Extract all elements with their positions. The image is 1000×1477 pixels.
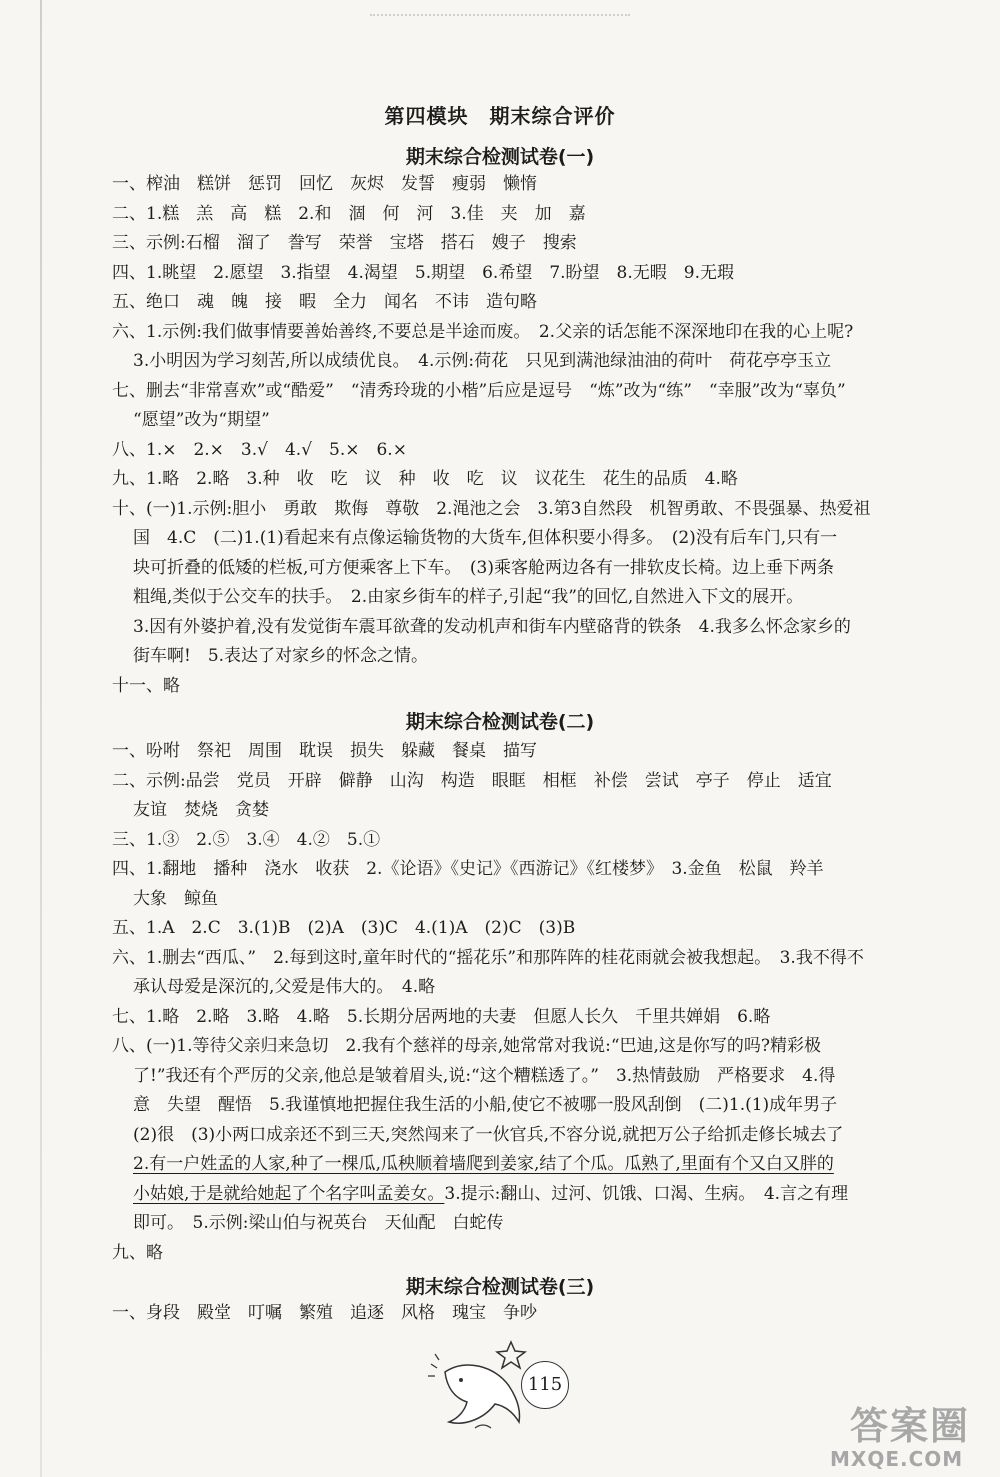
top-scan-mark <box>370 14 630 24</box>
answer-line: 四、1.翻地 播种 浇水 收获 2.《论语》《史记》《西游记》《红楼梦》 3.金鱼 松鼠 羚羊 <box>112 859 824 879</box>
answer-line: 3.因有外婆护着,没有发觉街车震耳欲聋的发动机声和街车内壁硌背的铁条 4.我多么怀念家乡的 <box>133 616 851 637</box>
answer-line: 九、略 <box>112 1242 163 1263</box>
answer-line: 三、示例:石榴 溜了 誊写 荣誉 宝塔 搭石 嫂子 搜索 <box>112 233 577 253</box>
answer-line: 二、示例:品尝 党员 开辟 僻静 山沟 构造 眼眶 相框 补偿 尝试 亭子 停止 适宜 <box>112 770 832 791</box>
answer-line-underlined: 2.有一户姓孟的人家,种了一棵瓜,瓜秧顺着墙爬到姜家,结了个瓜。瓜熟了,里面有个又白又胖的 <box>133 1154 834 1174</box>
answer-line: 街车啊! 5.表达了对家乡的怀念之情。 <box>133 646 429 666</box>
dolphin-icon <box>445 1365 520 1423</box>
answer-line: 十一、略 <box>112 675 180 696</box>
answer-line: 承认母爱是深沉的,父爱是伟大的。 4.略 <box>133 977 436 997</box>
section-title-2: 期末综合检测试卷(二) <box>405 711 595 733</box>
answer-line: 三、1.③ 2.⑤ 3.④ 4.② 5.① <box>112 829 381 850</box>
watermark-logo <box>820 1395 980 1475</box>
answer-line: 七、1.略 2.略 3.略 4.略 5.长期分居两地的夫妻 但愿人长久 千里共婵娟 6.略 <box>112 1006 771 1027</box>
answer-line: 一、身段 殿堂 叮嘱 繁殖 追逐 风格 瑰宝 争吵 <box>112 1303 537 1323</box>
answer-line: 五、绝口 魂 魄 接 暇 全力 闻名 不讳 造句略 <box>112 292 537 312</box>
answer-tail-part: 3.提示:翻山、过河、饥饿、口渴、生病。 4.言之有理 <box>444 1183 849 1204</box>
answer-line: 块可折叠的低矮的栏板,可方便乘客上下车。 (3)乘客舱两边各有一排软皮长椅。边上垂下两条 <box>133 557 834 578</box>
section-title-1: 期末综合检测试卷(一) <box>405 146 595 168</box>
answer-line: 五、1.A 2.C 3.(1)B (2)A (3)C 4.(1)A (2)C (3)B <box>112 918 576 938</box>
answer-underlined-part: 小姑娘,于是就给她起了个名字叫孟姜女。 <box>133 1183 445 1204</box>
answer-line-composite <box>133 1180 848 1210</box>
answer-line: 一、榨油 糕饼 惩罚 回忆 灰烬 发誓 瘦弱 懒惰 <box>112 174 537 194</box>
answer-line: 九、1.略 2.略 3.种 收 吃 议 种 收 吃 议 议花生 花生的品质 4.略 <box>112 469 738 489</box>
answer-line: 六、1.删去“西瓜、” 2.每到这时,童年时代的“摇花乐”和那阵阵的桂花雨就会被我想起。 3.我不得不 <box>112 947 864 968</box>
section-title-3: 期末综合检测试卷(三) <box>405 1276 595 1298</box>
watermark-text: 答案圈 <box>850 1404 971 1448</box>
answer-line: 八、(一)1.等待父亲归来急切 2.我有个慈祥的母亲,她常常对我说:“巴迪,这是你写的吗?精彩极 <box>112 1036 822 1056</box>
answer-line: 一、吩咐 祭祀 周围 耽误 损失 躲藏 餐桌 描写 <box>112 741 537 761</box>
answer-line: 七、删去“非常喜欢”或“酷爱” “清秀玲珑的小楷”后应是逗号 “炼”改为“练” “幸服”改为“辜负” <box>112 380 846 401</box>
answer-line: 十、(一)1.示例:胆小 勇敢 欺侮 尊敬 2.渑池之会 3.第3自然段 机智勇敢、不畏强暴、热爱祖 <box>112 498 871 519</box>
answer-line: 六、1.示例:我们做事情要善始善终,不要总是半途而废。 2.父亲的话怎能不深深地印在我的心上呢? <box>112 321 854 342</box>
answer-line: 意 失望 醒悟 5.我谨慎地把握住我生活的小船,使它不被哪一股风刮倒 (二)1.(1)成年男子 <box>133 1095 838 1115</box>
page-number: 115 <box>521 1361 569 1409</box>
answer-line: 了!”我还有个严厉的父亲,他总是皱着眉头,说:“这个糟糕透了。” 3.热情鼓励 严格要求 4.得 <box>133 1065 836 1086</box>
answer-line: 粗绳,类似于公交车的扶手。 2.由家乡街车的样子,引起“我”的回忆,自然进入下文的展开。 <box>133 587 804 607</box>
binding-margin <box>40 0 42 1477</box>
answer-line: 二、1.糕 羔 高 糕 2.和 涸 何 河 3.佳 夹 加 嘉 <box>112 203 586 224</box>
answer-line: 友谊 焚烧 贪婪 <box>133 800 269 820</box>
module-title: 第四模块 期末综合评价 <box>384 104 616 128</box>
answer-line: 八、1.× 2.× 3.√ 4.√ 5.× 6.× <box>112 439 407 460</box>
answer-line: 即可。 5.示例:梁山伯与祝英台 天仙配 白蛇传 <box>133 1213 504 1233</box>
answer-line: “愿望”改为“期望” <box>133 410 270 430</box>
answer-line: 四、1.眺望 2.愿望 3.指望 4.渴望 5.期望 6.希望 7.盼望 8.无暇 9.无瑕 <box>112 262 734 283</box>
answer-line: 国 4.C (二)1.(1)看起来有点像运输货物的大货车,但体积要小得多。 (2)没有后车门,只有一 <box>133 528 838 548</box>
answer-line: 3.小明因为学习刻苦,所以成绩优良。 4.示例:荷花 只见到满池绿油油的荷叶 荷花亭亭玉立 <box>133 351 832 371</box>
answer-line: (2)很 (3)小两口成亲还不到三天,突然闯来了一伙官兵,不容分说,就把万公子给抓走修长城去了 <box>133 1124 844 1145</box>
watermark-url: MXQE.COM <box>830 1447 964 1471</box>
star-icon <box>497 1342 525 1368</box>
answer-line: 大象 鲸鱼 <box>133 888 218 909</box>
